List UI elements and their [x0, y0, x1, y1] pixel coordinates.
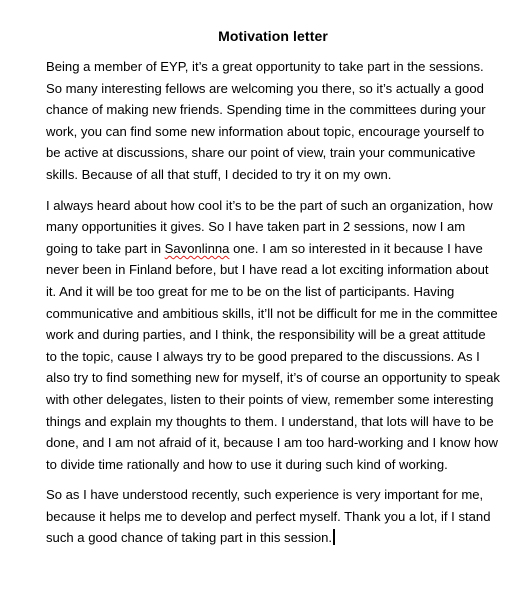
paragraph-1-text: Being a member of EYP, it’s a great opportunity to take part in the sessions. So many interesting fellows are welcoming you there, so it’s actually a good chance of making new friends. Spending time in the committees during your work, you can find some new information about topic, encourage yourself to be active at discussions, share our point of view, train your communicative skills. Because of all that stuff, I decided to try it on my own.	[46, 59, 486, 182]
paragraph-2-text-before: I always heard about how cool it’s to be the part of such an organization, how many opportunities it gives. So I have taken part in 2 sessions, now I am going to take part in	[46, 197, 493, 256]
paragraph-3[interactable]	[46, 484, 500, 549]
spellcheck-flagged-word[interactable]: Savonlinna	[164, 240, 230, 256]
paragraph-2-text-after: one. I am so interested in it because I have never been in Finland before, but I have read a lot exciting information about it. And it will be too great for me to be on the list of participants. Having communicative and ambitious skills, it’ll not be difficult for me in the committee work and during parties, and I think, the responsibility will be a great attitude to the topic, cause I always try to be good prepared to the discussions. As I also try to find something new for myself, it’s of course an opportunity to speak with other delegates, listen to their points of view, remember some interesting things and explain my thoughts to them. I understand, that lots will have to be done, and I am not afraid of it, because I am too hard-working and I know how to divide time rationally and how to use it during such kind of working.	[46, 240, 500, 472]
paragraph-3-text: So as I have understood recently, such experience is very important for me, because it helps me to develop and perfect myself. Thank you a lot, if I stand such a good chance of taking part in this session.	[46, 487, 491, 546]
document-title: Motivation letter	[218, 28, 328, 44]
paragraph-1[interactable]	[46, 56, 500, 186]
text-cursor	[333, 529, 335, 545]
paragraph-2[interactable]	[46, 195, 500, 476]
